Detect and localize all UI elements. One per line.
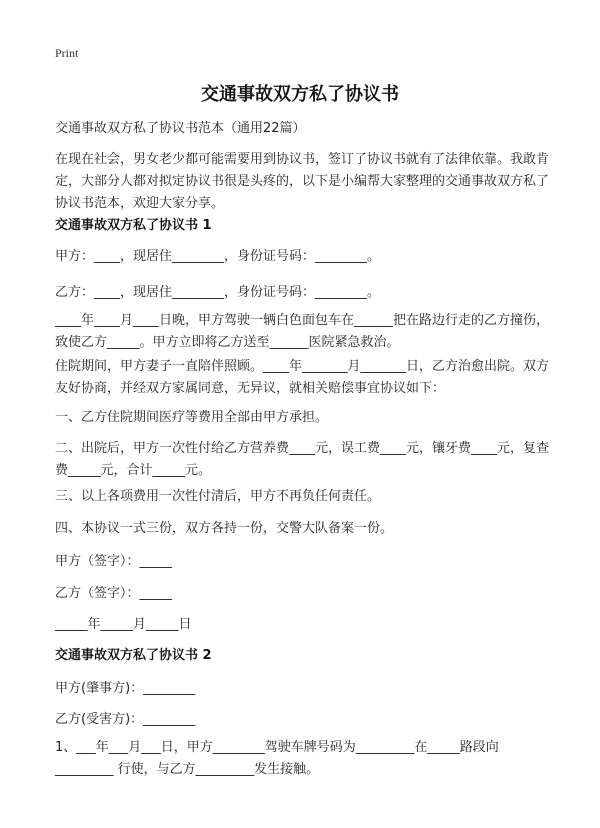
signature-b: 乙方（签字）：_____ bbox=[55, 586, 173, 601]
accident-paragraph: ____年____月____日晚，甲方驾驶一辆白色面包车在______把在路边行走的乙方撞伤，致使乙方_____。甲方立即将乙方送至______医院紧急救治。 bbox=[55, 313, 550, 350]
print-link[interactable]: Print bbox=[55, 46, 79, 60]
party-a-offender: 甲方(肇事方)：________ bbox=[55, 681, 196, 696]
clause-2: 二、出院后，甲方一次性付给乙方营养费____元，误工费____元，镶牙费____元，复查费_____元，合计_____元。 bbox=[55, 441, 550, 478]
signature-a: 甲方（签字）：_____ bbox=[55, 554, 173, 569]
clause-3: 三、以上各项费用一次性付清后，甲方不再负任何责任。 bbox=[55, 489, 381, 504]
section-2-paragraph-1: 1、___年___月___日，甲方________驾驶车牌号码为_________在_____路段向_________ 行使，与乙方_________发生接触。 bbox=[55, 740, 499, 777]
document-title: 交通事故双方私了协议书 bbox=[201, 84, 399, 105]
section-1-heading: 交通事故双方私了协议书 1 bbox=[55, 218, 212, 233]
hospital-paragraph: 住院期间，甲方妻子一直陪伴照顾。____年_______月_______日，乙方治愈出院。双方友好协商，并经双方家属同意，无异议，就相关赔偿事宜协议如下： bbox=[55, 359, 550, 396]
party-b-victim: 乙方(受害方)：________ bbox=[55, 712, 196, 727]
section-2-heading: 交通事故双方私了协议书 2 bbox=[55, 648, 212, 663]
party-a-line: 甲方：____，现居住________，身份证号码：________。 bbox=[55, 249, 381, 264]
clause-1: 一、乙方住院期间医疗等费用全部由甲方承担。 bbox=[55, 410, 329, 425]
party-b-line: 乙方：____，现居住________，身份证号码：________。 bbox=[55, 285, 381, 300]
intro-paragraph: 在现在社会，男女老少都可能需要用到协议书，签订了协议书就有了法律依靠。我敢肯定，大部分人都对拟定协议书很是头疼的，以下是小编帮大家整理的交通事故双方私了协议书范本，欢迎大家分享。 bbox=[55, 152, 550, 211]
document-subtitle: 交通事故双方私了协议书范本（通用22篇） bbox=[55, 121, 306, 136]
signature-date: _____年_____月_____日 bbox=[55, 617, 192, 632]
clause-4: 四、本协议一式三份，双方各持一份，交警大队备案一份。 bbox=[55, 521, 394, 536]
